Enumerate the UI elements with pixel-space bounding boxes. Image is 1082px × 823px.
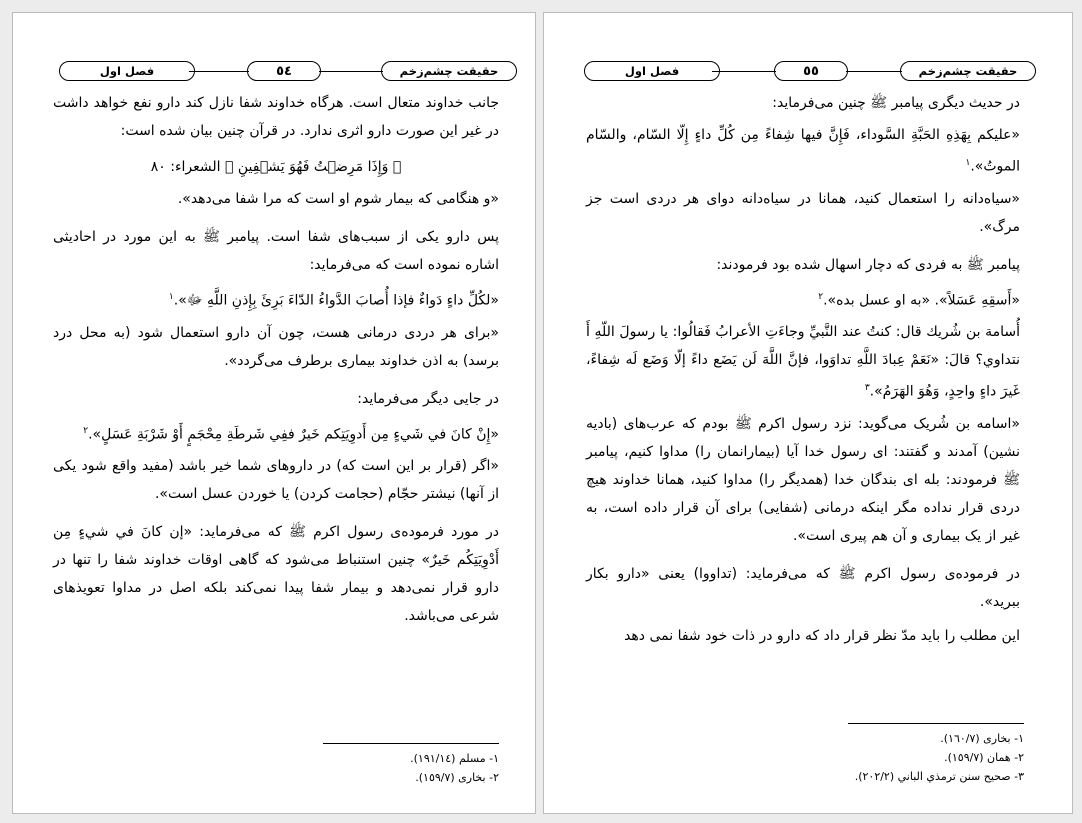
paragraph: پیامبر ﷺ به فردی که دچار اسهال شده بود فرمودند: <box>716 256 1020 273</box>
page-header <box>584 61 1018 83</box>
paragraph: در مورد فرموده‌ی رسول اکرم ﷺ که می‌فرماید: «إن كانَ في شيءٍ مِن أَدْوِيَتِكُم خَيرٌ» چنین استنباط می‌شود که گاهی اوقات خداوند شفا را تنها در دارو قرار نمی‌دهد و بیمار شفا پیدا نمی‌کند بلکه اصل در مداوا تعویذهای شرعی می‌باشد. <box>53 524 499 625</box>
page-header <box>59 61 515 83</box>
footnote: ١- بخاری (١٦٠/٧). <box>940 732 1024 745</box>
footnote-separator <box>848 723 1024 724</box>
hadith-translation: «برای هر دردی درمانی هست، چون آن دارو استعمال شود (به محل درد برسد) به اذن خداوند بیماری برطرف می‌گردد». <box>53 324 499 369</box>
book-title: حقیقت چشم‌زخم <box>381 61 517 81</box>
paragraph: این مطلب را باید مدّ نظر قرار داد که دارو در ذات خود شفا نمی دهد <box>624 627 1020 644</box>
page-54 <box>12 12 536 814</box>
hadith-arabic: «لكُلِّ داءٍ دَواءٌ فإذا أُصابَ الدَّواءُ الدّاءَ بَرِئَ بِإِذنِ اللَّهِ ﷻ».$^١$ <box>168 292 499 309</box>
hadith-translation: «اگر (قرار بر این است که) در داروهای شما خیر باشد (مفید واقع شود یکی از آنها) نیشتر حجّام (حجامت کردن) یا خوردن عسل است». <box>53 458 499 503</box>
paragraph: در حدیث دیگری پیامبر ﷺ چنین می‌فرماید: <box>772 95 1020 111</box>
page-body <box>586 89 1020 650</box>
hadith-translation: «اسامه بن شُریک می‌گوید: نزد رسول اکرم ﷺ بودم که عرب‌های (بادیه نشین) آمدند و گفتند: ای رسول خدا آیا (بیمارانمان را) مداوا کنیم، پیامبر ﷺ فرمودند: بله ای بندگان خدا (همدیگر را) مداوا کنید، همانا خداوند هیچ دردی قرار نداده مگر اینکه درمانی (شفایی) برای آن قرار داده است، به غیر از یک بیماری و آن هم پیری است». <box>586 415 1020 544</box>
header-rule <box>846 71 902 72</box>
hadith-arabic: «أَسقِهِ عَسَلاً». «به او عسل بده».$^٢$ <box>818 291 1020 309</box>
paragraph: جانب خداوند متعال است. هرگاه خداوند شفا نازل کند دارو نفع خواهد داشت در غیر این صورت دارو اثری ندارد. در قرآن چنین بیان شده است: <box>53 95 499 139</box>
header-rule <box>712 71 776 72</box>
hadith-arabic: «إِنْ كانَ في شَيءٍ مِن أَدوِيَتِكم خَيرٌ ففِي شَرطَةِ مِحْجَمٍ أَوْ شَرْبَةِ عَسَلٍ».$^٢$ <box>83 425 499 443</box>
footnote-ref: ١ <box>965 158 971 168</box>
header-rule <box>189 71 249 72</box>
footnotes <box>213 749 499 787</box>
chapter-label: فصل اول <box>59 61 195 81</box>
hadith-translation: «سیاه‌دانه را استعمال کنید، همانا در سیاه‌دانه دوای هر دردی است جز مرگ». <box>586 190 1020 235</box>
quran-verse: ﴿ وَإِذَا مَرِضۡتُ فَهُوَ يَشۡفِينِ ﴾ الشعراء: ٨٠ <box>150 159 402 175</box>
paragraph: در جایی دیگر می‌فرماید: <box>357 390 499 407</box>
chapter-label: فصل اول <box>584 61 720 81</box>
hadith-arabic: أُسامة بن شُريك قال: كنتُ عند النَّبيِّ وجاءَتِ الأعرابُ فَقالُوا: يا رسولَ اللّهِ أَ نتداوي؟ قالَ: «نَعَمْ عِبادَ اللَّهِ تداوَوا، فإنَّ اللَّهَ لَن يَضَع داءً إلّا وَضَع لَه شِفاءً، غَيرَ داءٍ واحِدٍ، وَهُوَ الهَرَمُ».$^٣$ <box>586 324 1020 400</box>
footnote: ٣- صحيح سنن ترمذي الباني (٢٠٢/٢). <box>854 770 1024 783</box>
verse-translation: «و هنگامی که بیمار شوم او است که مرا شفا می‌دهد». <box>177 191 499 207</box>
footnote-separator <box>323 743 499 744</box>
hadith-arabic: «عليكم بِهَذِهِ الحَبَّةِ السَّوداء، فَإِنَّ فيها شِفاءً مِن كُلِّ داءٍ إِلّا السّام، والسّام الموتُ».$^١$ <box>586 127 1020 175</box>
book-title: حقیقت چشم‌زخم <box>900 61 1036 81</box>
footnote-ref: ١ <box>168 292 174 302</box>
footnote-ref: ٢ <box>818 291 824 302</box>
paragraph: در فرموده‌ی رسول اکرم ﷺ که می‌فرماید: (تداووا) یعنی «دارو بکار ببرید». <box>586 565 1020 610</box>
page-55 <box>543 12 1073 814</box>
footnote: ١- مسلم (١٩١/١٤). <box>410 752 499 765</box>
header-rule <box>319 71 383 72</box>
footnote: ٢- همان (١٥٩/٧). <box>944 751 1024 764</box>
page-number: ٥٥ <box>774 61 848 81</box>
page-number: ٥٤ <box>247 61 321 81</box>
footnote: ٢- بخاری (١٥٩/٧). <box>415 771 499 784</box>
page-body <box>53 89 499 630</box>
paragraph: پس دارو یکی از سبب‌های شفا است. پیامبر ﷺ به این مورد در احادیثی اشاره نموده است که می‌فرماید: <box>53 229 499 273</box>
footnote-ref: ٢ <box>83 425 89 436</box>
footnote-ref: ٣ <box>864 383 870 394</box>
footnotes <box>724 729 1024 786</box>
